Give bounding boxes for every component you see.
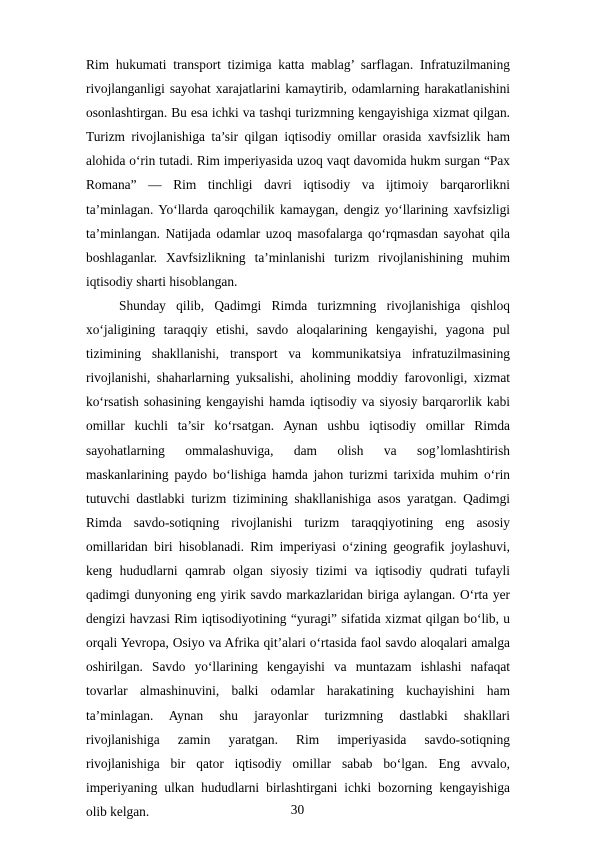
page-number: 30 — [290, 802, 305, 817]
paragraph-economic-factors-trade: Shunday qilib, Qadimgi Rimda turizmning rivojlanishiga qishloq xo‘jaligining taraqqiy etishi, savdo aloqalarining kengayishi, yagona pul tizimining shakllanishi, transport va kommunikatsiya infratuzilmasining rivojlanishi, shaharlarning yuksalishi, aholining moddiy farovonligi, xizmat ko‘rsatish sohasining kengayishi hamda iqtisodiy va siyosiy barqarorlik kabi omillar kuchli ta’sir ko‘rsatgan. Aynan ushbu iqtisodiy omillar Rimda sayohatlarning ommalashuviga, dam olish va sog’lomlashtirish maskanlarining paydo bo‘lishiga hamda jahon turizmi tarixida muhim o‘rin tutuvchi dastlabki turizm tizimining shakllanishiga asos yaratgan. Qadimgi Rimda savdo-sotiqning rivojlanishi turizm taraqqiyotining eng asosiy omillaridan biri hisoblanadi. Rim imperiyasi o‘zining geografik joylashuvi, keng hududlarni qamrab olgan siyosiy tizimi va iqtisodiy qudrati tufayli qadimgi dunyoning eng yirik savdo markazlaridan biriga aylangan. O‘rta yer dengizi havzasi Rim iqtisodiyotining “yuragi” sifatida xizmat qilgan bo‘lib, u orqali Yevropa, Osiyo va Afrika qit’alari o‘rtasida faol savdo aloqalari amalga oshirilgan. Savdo yo‘llarining kengayishi va muntazam ishlashi nafaqat tovarlar almashinuvini, balki odamlar harakatining kuchayishini ham ta’minlagan. Aynan shu jarayonlar turizmning dastlabki shakllari rivojlanishiga zamin yaratgan. Rim imperiyasida savdo-sotiqning rivojlanishiga bir qator iqtisodiy omillar sabab bo‘lgan. Eng avvalo, imperiyaning ulkan hududlarni birlashtirgani ichki bozorning kengayishiga olib kelgan. — [86, 297, 510, 819]
paragraph-transport-security: Rim hukumati transport tizimiga katta mablag’ sarflagan. Infratuzilmaning rivojlanganligi sayohat xarajatlarini kamaytirib, odamlarning harakatlanishini osonlashtirgan. Bu esa ichki va tashqi turizmning kengayishiga xizmat qilgan. Turizm rivojlanishiga ta’sir qilgan iqtisodiy omillar orasida xavfsizlik ham alohida o‘rin tutadi. Rim imperiyasida uzoq vaqt davomida hukm surgan “Pax Romana” — Rim tinchligi davri iqtisodiy va ijtimoiy barqarorlikni ta’minlagan. Yo‘llarda qaroqchilik kamaygan, dengiz yo‘llarining xavfsizligi ta’minlangan. Natijada odamlar uzoq masofalarga qo‘rqmasdan sayohat qila boshlaganlar. Xavfsizlikning ta’minlanishi turizm rivojlanishining muhim iqtisodiy sharti hisoblangan. — [86, 57, 510, 289]
body-text — [86, 53, 510, 824]
